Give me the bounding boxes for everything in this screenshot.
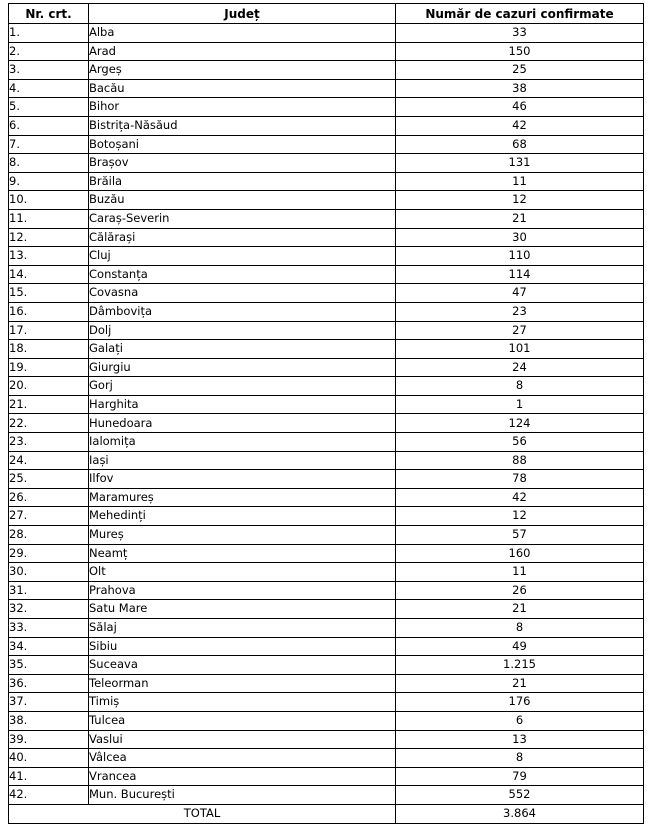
table-row [9,321,644,340]
cell-nr: 4. [9,79,89,98]
cell-judet: Covasna [89,284,396,303]
table-row [9,470,644,489]
cell-numar: 27 [396,321,644,340]
cell-nr: 8. [9,154,89,173]
cell-numar: 38 [396,79,644,98]
cell-judet: Cluj [89,247,396,266]
table-row [9,600,644,619]
cell-numar: 30 [396,228,644,247]
cell-numar: 21 [396,600,644,619]
cell-judet: Giurgiu [89,358,396,377]
cell-judet: Mun. București [89,786,396,805]
table-row [9,79,644,98]
cell-judet: Sălaj [89,619,396,638]
cell-judet: Mehedinți [89,507,396,526]
column-header-numar: Număr de cazuri confirmate [396,4,644,24]
table-row [9,581,644,600]
cell-nr: 32. [9,600,89,619]
cell-nr: 24. [9,451,89,470]
cell-numar: 88 [396,451,644,470]
cell-numar: 552 [396,786,644,805]
table-footer [9,804,644,823]
cell-judet: Vaslui [89,730,396,749]
cell-numar: 42 [396,488,644,507]
total-row [9,804,644,823]
table-row [9,656,644,675]
table-row [9,358,644,377]
cell-numar: 1.215 [396,656,644,675]
cell-numar: 47 [396,284,644,303]
cell-numar: 21 [396,209,644,228]
cell-nr: 19. [9,358,89,377]
cell-nr: 37. [9,693,89,712]
cell-judet: Botoșani [89,135,396,154]
cell-judet: Satu Mare [89,600,396,619]
table-row [9,563,644,582]
cell-numar: 78 [396,470,644,489]
cell-nr: 18. [9,340,89,359]
cell-numar: 1 [396,395,644,414]
table-row [9,544,644,563]
cell-nr: 9. [9,172,89,191]
cell-judet: Tulcea [89,711,396,730]
header-row [9,4,644,24]
cell-nr: 21. [9,395,89,414]
table-row [9,135,644,154]
cell-nr: 27. [9,507,89,526]
cell-numar: 21 [396,674,644,693]
cell-nr: 16. [9,302,89,321]
cell-nr: 39. [9,730,89,749]
cell-judet: Olt [89,563,396,582]
table-row [9,451,644,470]
cell-judet: Dolj [89,321,396,340]
cell-numar: 8 [396,749,644,768]
cell-judet: Vâlcea [89,749,396,768]
cell-judet: Suceava [89,656,396,675]
table-row [9,488,644,507]
cell-judet: Mureș [89,526,396,545]
cell-numar: 26 [396,581,644,600]
cell-judet: Caraș-Severin [89,209,396,228]
cases-table-container [8,3,643,824]
table-row [9,637,644,656]
table-row [9,749,644,768]
cell-judet: Arad [89,42,396,61]
cell-nr: 38. [9,711,89,730]
cell-nr: 25. [9,470,89,489]
cell-judet: Vrancea [89,767,396,786]
cell-numar: 6 [396,711,644,730]
cell-judet: Neamț [89,544,396,563]
cell-nr: 7. [9,135,89,154]
table-row [9,507,644,526]
cell-judet: Alba [89,24,396,43]
cell-nr: 3. [9,61,89,80]
cell-nr: 13. [9,247,89,266]
table-row [9,172,644,191]
cell-judet: Hunedoara [89,414,396,433]
cell-nr: 17. [9,321,89,340]
cell-nr: 40. [9,749,89,768]
cell-judet: Teleorman [89,674,396,693]
cell-judet: Argeș [89,61,396,80]
cell-judet: Bistrița-Năsăud [89,116,396,135]
cell-nr: 11. [9,209,89,228]
cell-numar: 176 [396,693,644,712]
cell-nr: 26. [9,488,89,507]
cell-judet: Călărași [89,228,396,247]
table-row [9,98,644,117]
cell-numar: 160 [396,544,644,563]
cell-judet: Constanța [89,265,396,284]
table-header [9,4,644,24]
table-row [9,191,644,210]
cell-numar: 49 [396,637,644,656]
cell-judet: Harghita [89,395,396,414]
cell-nr: 1. [9,24,89,43]
table-row [9,209,644,228]
cell-judet: Timiș [89,693,396,712]
table-row [9,302,644,321]
cell-nr: 22. [9,414,89,433]
confirmed-cases-table [8,3,644,824]
cell-nr: 29. [9,544,89,563]
cell-judet: Prahova [89,581,396,600]
cell-numar: 124 [396,414,644,433]
table-row [9,42,644,61]
cell-judet: Dâmbovița [89,302,396,321]
cell-nr: 10. [9,191,89,210]
cell-judet: Maramureș [89,488,396,507]
cell-nr: 42. [9,786,89,805]
cell-nr: 15. [9,284,89,303]
cell-numar: 12 [396,191,644,210]
cell-nr: 5. [9,98,89,117]
table-row [9,116,644,135]
table-row [9,433,644,452]
table-row [9,619,644,638]
cell-judet: Brăila [89,172,396,191]
cell-judet: Ilfov [89,470,396,489]
cell-nr: 35. [9,656,89,675]
cell-numar: 8 [396,377,644,396]
column-header-nr: Nr. crt. [9,4,89,24]
table-row [9,228,644,247]
cell-nr: 6. [9,116,89,135]
cell-numar: 79 [396,767,644,786]
cell-judet: Iași [89,451,396,470]
cell-judet: Bacău [89,79,396,98]
cell-nr: 2. [9,42,89,61]
cell-numar: 25 [396,61,644,80]
table-row [9,414,644,433]
cell-nr: 30. [9,563,89,582]
table-row [9,265,644,284]
table-row [9,786,644,805]
cell-nr: 31. [9,581,89,600]
cell-judet: Brașov [89,154,396,173]
cell-numar: 23 [396,302,644,321]
cell-numar: 42 [396,116,644,135]
cell-numar: 11 [396,172,644,191]
total-value: 3.864 [396,804,644,823]
cell-numar: 8 [396,619,644,638]
table-row [9,693,644,712]
cell-judet: Gorj [89,377,396,396]
cell-numar: 114 [396,265,644,284]
total-label: TOTAL [9,804,396,823]
cell-judet: Sibiu [89,637,396,656]
cell-numar: 13 [396,730,644,749]
cell-numar: 101 [396,340,644,359]
cell-numar: 131 [396,154,644,173]
cell-numar: 56 [396,433,644,452]
table-row [9,247,644,266]
cell-numar: 57 [396,526,644,545]
cell-numar: 12 [396,507,644,526]
cell-nr: 20. [9,377,89,396]
cell-judet: Galați [89,340,396,359]
cell-judet: Bihor [89,98,396,117]
table-row [9,730,644,749]
cell-nr: 33. [9,619,89,638]
table-row [9,674,644,693]
cell-judet: Buzău [89,191,396,210]
table-body [9,24,644,805]
cell-numar: 11 [396,563,644,582]
table-row [9,340,644,359]
cell-nr: 36. [9,674,89,693]
cell-nr: 14. [9,265,89,284]
column-header-judet: Județ [89,4,396,24]
cell-judet: Ialomița [89,433,396,452]
cell-numar: 150 [396,42,644,61]
cell-numar: 24 [396,358,644,377]
cell-numar: 46 [396,98,644,117]
table-row [9,154,644,173]
cell-nr: 23. [9,433,89,452]
table-row [9,711,644,730]
table-row [9,767,644,786]
cell-nr: 34. [9,637,89,656]
cell-numar: 110 [396,247,644,266]
table-row [9,284,644,303]
cell-numar: 68 [396,135,644,154]
table-row [9,61,644,80]
cell-nr: 41. [9,767,89,786]
table-row [9,395,644,414]
table-row [9,24,644,43]
cell-nr: 28. [9,526,89,545]
cell-numar: 33 [396,24,644,43]
table-row [9,526,644,545]
table-row [9,377,644,396]
cell-nr: 12. [9,228,89,247]
